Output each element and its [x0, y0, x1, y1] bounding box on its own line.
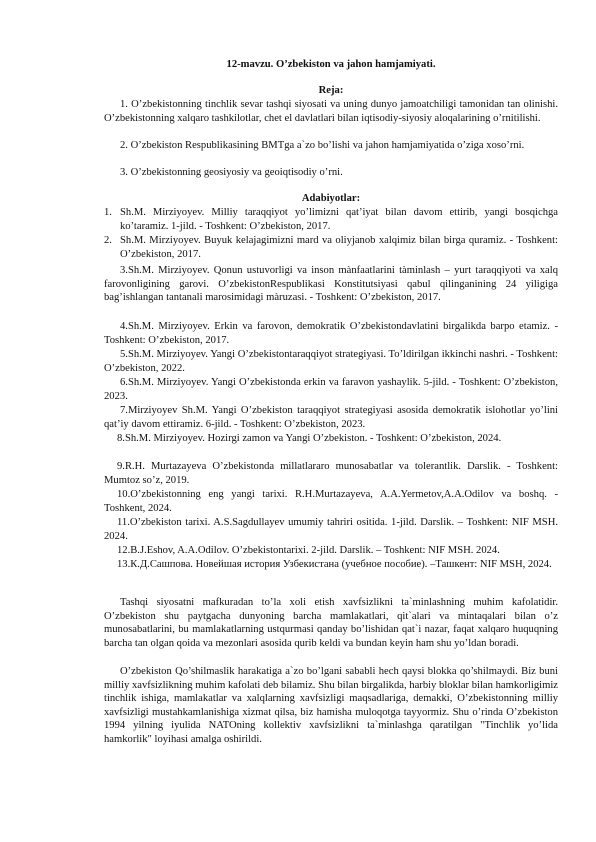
literature-heading: Adabiyotlar:	[301, 193, 361, 204]
literature-item-number: 1.	[104, 207, 112, 218]
literature-item: 7.Mirziyoyev Sh.M. Yangi O’zbekiston taraqqiyot strategiyasi asosida demokratik islohotlar yo’lini qat’iy davom ettiramiz. 6-jild. - Toshkent: O’zbekiston, 2023.	[104, 405, 558, 430]
literature-item: 4.Sh.M. Mirziyoyev. Erkin va farovon, demokratik O’zbekistondavlatini birgalikda barpo etamiz. - Toshkent: O’zbekiston, 2017.	[104, 321, 558, 346]
literature-item: 10.O’zbekistonning eng yangi tarixi. R.H.Murtazayeva, A.A.Yermetov,A.A.Odilov va boshq. - Toshkent, 2024.	[104, 489, 558, 514]
literature-item: 9.R.H. Murtazayeva O’zbekistonda millatlararo munosabatlar va tolerantlik. Darslik. - Toshkent: Mumtoz so’z, 2019.	[104, 461, 558, 486]
plan-item: 2. O’zbekiston Respublikasining BMTga a`zo bo’lishi va jahon hamjamiyatida o’ziga xoso’rni.	[120, 140, 525, 151]
literature-item: 8.Sh.M. Mirziyoyev. Hozirgi zamon va Yangi O’zbekiston. - Toshkent: O’zbekiston, 2024.	[117, 433, 502, 444]
literature-item: 11.O’zbekiston tarixi. A.S.Sagdullayev umumiy tahriri ositida. 1-jild. Darslik. – Toshkent: NIF MSH. 2024.	[104, 517, 558, 542]
body-paragraph: Tashqi siyosatni mafkuradan to’la xoli etish xavfsizlikni ta`minlashning muhim kafolatidir. O’zbekiston shu paytgacha dunyoning barcha mamlakatlari, qit`alari va mintaqalari bilan o’z munosabatlarini, bu mamlakatlarning ustqurmasi qanday bo’lishidan qat`i nazar, faqat xalqaro huquqning barcha tan olgan qoida va mezonlari asosida qurib keldi va bundan keyin ham shu yo’ldan boradi.	[104, 597, 558, 649]
literature-item	[104, 234, 558, 261]
literature-item-text: Sh.M. Mirziyoyev. Buyuk kelajagimizni mard va oliyjanob xalqimiz bilan birga quramiz. - Toshkent: O’zbekiston, 2017.	[120, 235, 558, 260]
literature-item-number: 2.	[104, 235, 112, 246]
plan-heading: Reja:	[318, 85, 344, 96]
literature-item-text: Sh.M. Mirziyoyev. Milliy taraqqiyot yo’limizni qat’iyat bilan davom ettirib, yangi bosqichga ko’taramiz. 1-jild. - Toshkent: O’zbekiston, 2017.	[120, 207, 558, 232]
literature-item: 13.К.Д.Сашпова. Новейшая история Узбекистана (учебное пособие). –Ташкент: NIF MSH, 2024.	[117, 559, 552, 570]
document-title: 12-mavzu. O’zbekiston va jahon hamjamiyati.	[226, 59, 436, 70]
plan-item: 1. O’zbekistonning tinchlik sevar tashqi siyosati va uning dunyo jamoatchiligi tamonidan tan olinishi. O’zbekistonning xalqaro tashkilotlar, chet el davlatlari bilan iqtisodiy-siyosiy aloqalarining o’rnitilishi.	[104, 99, 558, 124]
literature-item: 6.Sh.M. Mirziyoyev. Yangi O’zbekistonda erkin va faravon yashaylik. 5-jild. - Toshkent: O’zbekiston, 2023.	[104, 377, 558, 402]
literature-item: 5.Sh.M. Mirziyoyev. Yangi O’zbekistontaraqqiyot strategiyasi. To’ldirilgan ikkinchi nashri. - Toshkent: O’zbekiston, 2022.	[104, 349, 558, 374]
body-paragraph: O’zbekiston Qo’shilmaslik harakatiga a`zo bo’lgani sababli hech qaysi blokka qo’shilmaydi. Biz buni milliy xavfsizlikning muhim kafolati deb bilamiz. Shu bilan birgalikda, harbiy bloklar bilan hamkorligimiz tinchlik ishiga, mamlakatlar va xalqlarning xavfsizligi maqsadlariga, demakki, O’zbekistonning milliy xavfsizligi mustahkamlanishiga xizmat qilsa, biz hamisha muloqotga tayyormiz. Shu o’rinda O’zbekiston 1994 yilning iyulida NATOning kollektiv xavfsizlikni ta`minlashga qaratilgan "Tinchlik yo’lida hamkorlik" loyihasi amalga oshirildi.	[104, 666, 558, 745]
literature-item: 3.Sh.M. Mirziyoyev. Qonun ustuvorligi va inson mànfaatlarini tàminlash – yurt taraqqiyoti va xalq farovonligining garovi. O’zbekistonRespublikasi Konstitutsiyasi qabul qilinganining 24 yiligiga bag’ishlangan tantanali marosimidagi màruzasi. - Toshkent: O’zbekiston, 2017.	[104, 265, 558, 304]
literature-item	[104, 206, 558, 233]
plan-item: 3. O’zbekistonning geosiyosiy va geoiqtisodiy o’rni.	[120, 167, 343, 178]
literature-item: 12.B.J.Eshov, A.A.Odilov. O’zbekistontarixi. 2-jild. Darslik. – Toshkent: NIF MSH. 2024.	[117, 545, 500, 556]
